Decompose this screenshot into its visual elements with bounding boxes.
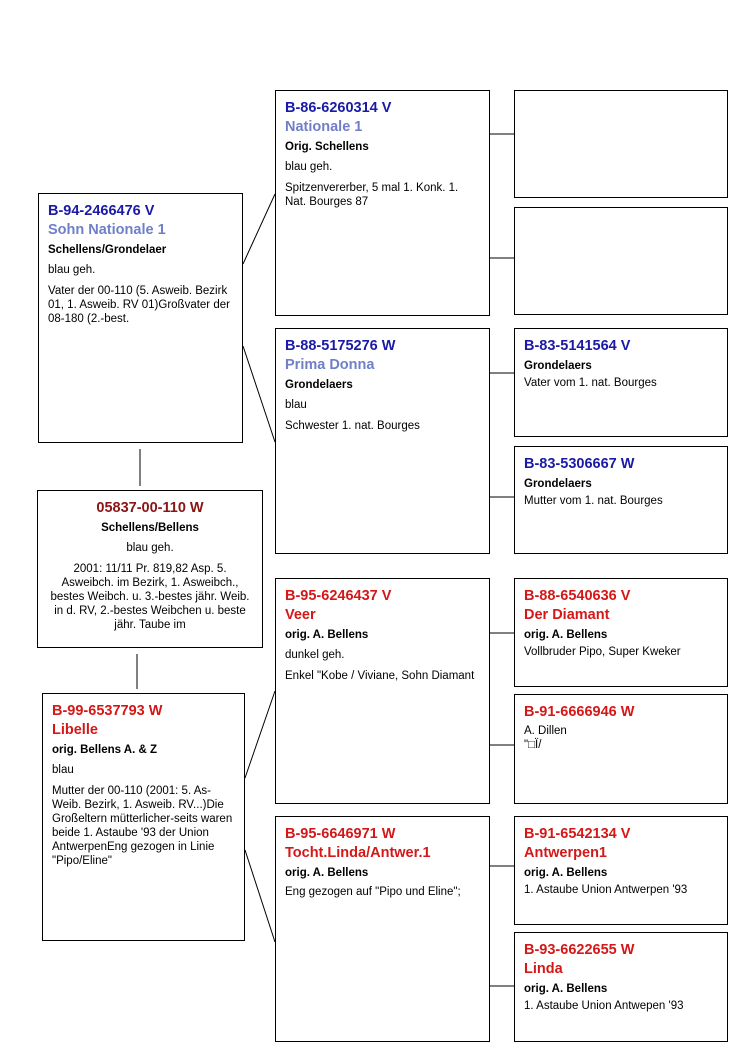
great-grandfather-mmf-card: [514, 816, 728, 925]
ff-color: blau geh.: [285, 161, 333, 173]
mf-ring-number: B-95-6246437 V: [285, 588, 392, 604]
great-grandmother-mfm-card: [514, 694, 728, 804]
mother-card: [42, 693, 245, 941]
maternal-grandfather-card: [275, 578, 490, 804]
ff-notes: Spitzenvererber, 5 mal 1. Konk. 1. Nat. Bourges 87: [285, 182, 459, 208]
mf-breeder: orig. A. Bellens: [285, 629, 369, 641]
great-grandparent-ffa-empty-card: [514, 90, 728, 198]
connector-father-ff: [243, 194, 275, 264]
connector-father-fm: [243, 346, 275, 442]
maternal-grandmother-card: [275, 816, 490, 1042]
connector-mother-mf: [245, 691, 275, 778]
fm-ring-number: B-88-5175276 W: [285, 338, 396, 354]
great-grandfather-fmf-card: [514, 328, 728, 437]
mmf-breeder: orig. A. Bellens: [524, 867, 608, 879]
mff-ring-number: B-88-6540636 V: [524, 588, 631, 604]
subject-color: blau geh.: [126, 542, 174, 554]
father-color: blau geh.: [48, 264, 96, 276]
great-grandparent-ffb-empty-card: [514, 207, 728, 315]
fmm-ring-number: B-83-5306667 W: [524, 456, 635, 472]
subject-breeder: Schellens/Bellens: [101, 522, 199, 534]
mother-color: blau: [52, 764, 74, 776]
ff-name: Nationale 1: [285, 119, 363, 135]
mmm-ring-number: B-93-6622655 W: [524, 942, 635, 958]
fmm-breeder: Grondelaers: [524, 478, 592, 490]
paternal-grandfather-card: [275, 90, 490, 316]
father-name: Sohn Nationale 1: [48, 222, 166, 238]
great-grandmother-mmm-card: [514, 932, 728, 1042]
subject-ring-number: 05837-00-110 W: [96, 500, 204, 516]
mmf-ring-number: B-91-6542134 V: [524, 826, 631, 842]
mother-breeder: orig. Bellens A. & Z: [52, 744, 158, 756]
great-grandmother-fmm-card: [514, 446, 728, 554]
subject-card: [37, 490, 263, 648]
father-notes: Vater der 00-110 (5. Asweib. Bezirk 01, 1. Asweib. RV 01)Großvater der 08-180 (2.-best.: [48, 285, 230, 325]
great-grandfather-mff-card: [514, 578, 728, 687]
father-breeder: Schellens/Grondelaer: [48, 244, 167, 256]
fmm-notes: Mutter vom 1. nat. Bourges: [524, 495, 663, 507]
subject-notes: 2001: 11/11 Pr. 819,82 Asp. 5. Asweibch. im Bezirk, 1. Asweibch., bestes Weibch. u. 3.-bestes jähr. Weib. in d. RV, 2.-bestes Weibchen u. beste jähr. Taube im: [50, 563, 250, 631]
fmf-breeder: Grondelaers: [524, 360, 592, 372]
mff-name: Der Diamant: [524, 607, 610, 623]
mmf-name: Antwerpen1: [524, 845, 607, 861]
ff-breeder: Orig. Schellens: [285, 141, 369, 153]
mmf-notes: 1. Astaube Union Antwerpen '93: [524, 884, 688, 896]
fm-name: Prima Donna: [285, 357, 375, 373]
mf-name: Veer: [285, 607, 316, 623]
fm-breeder: Grondelaers: [285, 379, 353, 391]
mf-color: dunkel geh.: [285, 649, 345, 661]
mf-notes: Enkel "Kobe / Viviane, Sohn Diamant: [285, 670, 475, 682]
mfm-breeder: A. Dillen: [524, 725, 567, 737]
mmm-notes: 1. Astaube Union Antwepen '93: [524, 1000, 684, 1012]
mm-name: Tocht.Linda/Antwer.1: [285, 845, 431, 861]
mmm-name: Linda: [524, 961, 563, 977]
fm-color: blau: [285, 399, 307, 411]
mfm-notes: "□Ï/: [524, 739, 542, 751]
connector-mother-mm: [245, 850, 275, 942]
mother-name: Libelle: [52, 722, 98, 738]
mm-notes: Eng gezogen auf "Pipo und Eline";: [285, 886, 461, 898]
fm-notes: Schwester 1. nat. Bourges: [285, 420, 420, 432]
fmf-notes: Vater vom 1. nat. Bourges: [524, 377, 657, 389]
mother-ring-number: B-99-6537793 W: [52, 703, 163, 719]
mother-notes: Mutter der 00-110 (2001: 5. As-Weib. Bezirk, 1. Asweib. RV...)Die Großeltern mütterlicher-seits waren beide 1. Astaube '93 der Union AntwerpenEng gezogen in Linie "Pipo/Eline": [52, 785, 233, 867]
fmf-ring-number: B-83-5141564 V: [524, 338, 631, 354]
mm-ring-number: B-95-6646971 W: [285, 826, 396, 842]
mmm-breeder: orig. A. Bellens: [524, 983, 608, 995]
mff-notes: Vollbruder Pipo, Super Kweker: [524, 646, 681, 658]
mff-breeder: orig. A. Bellens: [524, 629, 608, 641]
father-ring-number: B-94-2466476 V: [48, 203, 155, 219]
paternal-grandmother-card: [275, 328, 490, 554]
ff-ring-number: B-86-6260314 V: [285, 100, 392, 116]
father-card: [38, 193, 243, 443]
mm-breeder: orig. A. Bellens: [285, 867, 369, 879]
mfm-ring-number: B-91-6666946 W: [524, 704, 635, 720]
